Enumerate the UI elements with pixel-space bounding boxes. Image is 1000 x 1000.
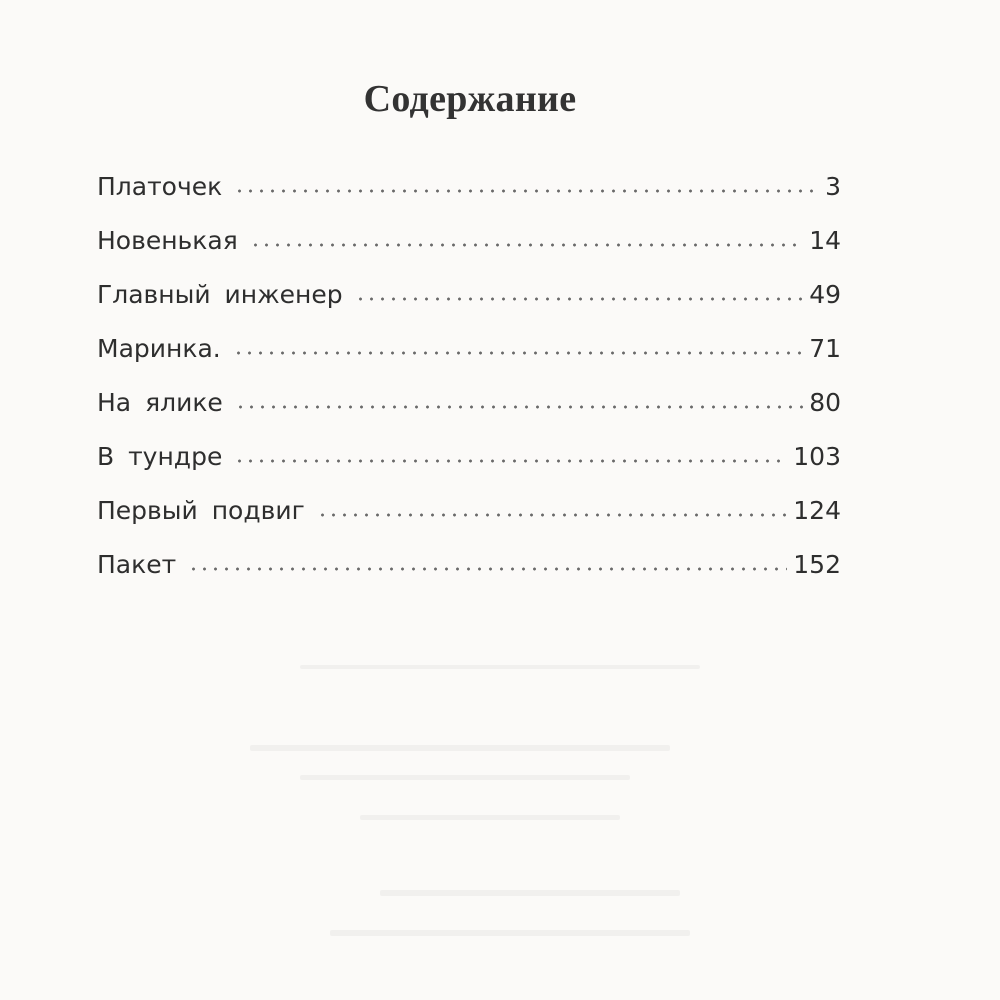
toc-entry-page-number: 103 [793,442,841,471]
toc-entry-title: В тундре [97,442,223,471]
toc-entry-title: Пакет [97,550,177,579]
toc-entry-title: Маринка. [97,334,221,363]
toc-entry-page-number: 124 [793,496,841,525]
dot-leader [234,189,819,193]
toc-entry[interactable] [97,226,841,280]
toc-entry-page-number: 49 [809,280,841,309]
bleed-through-mark [300,665,700,669]
dot-leader [317,513,788,517]
dot-leader [233,351,803,355]
toc-entry-page-number: 71 [809,334,841,363]
toc-entry[interactable] [97,496,841,550]
toc-entry[interactable] [97,550,841,604]
bleed-through-mark [330,930,690,936]
bleed-through-mark [250,745,670,751]
toc-entry-title: Новенькая [97,226,238,255]
toc-entry[interactable] [97,442,841,496]
page-title: Содержание [363,78,577,121]
dot-leader [250,243,803,247]
dot-leader [234,459,787,463]
dot-leader [235,405,803,409]
bleed-through-mark [360,815,620,820]
table-of-contents [97,172,841,604]
bleed-through-mark [380,890,680,896]
toc-entry-page-number: 152 [793,550,841,579]
toc-entry[interactable] [97,280,841,334]
toc-entry-title: Первый подвиг [97,496,305,525]
toc-entry-title: Платочек [97,172,223,201]
toc-entry-page-number: 3 [825,172,841,201]
dot-leader [355,297,804,301]
toc-entry[interactable] [97,334,841,388]
dot-leader [188,567,787,571]
toc-entry-title: На ялике [97,388,223,417]
toc-entry-title: Главный инженер [97,280,343,309]
toc-entry[interactable] [97,172,841,226]
toc-entry[interactable] [97,388,841,442]
bleed-through-mark [300,775,630,780]
toc-entry-page-number: 14 [809,226,841,255]
toc-entry-page-number: 80 [809,388,841,417]
